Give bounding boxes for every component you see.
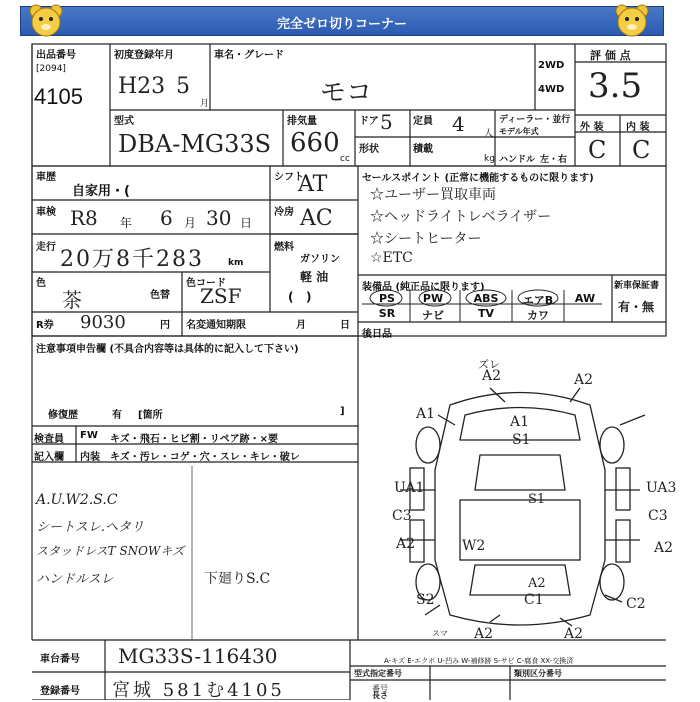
notes-label: 注意事項申告欄 (不具合内容等は具体的に記入して下さい): [36, 344, 299, 355]
usage-value: 自家用・(: [72, 184, 130, 199]
score-value: 3.5: [588, 66, 643, 106]
shape-label: 形状: [359, 144, 379, 155]
damage-mark: UA1: [394, 480, 425, 496]
chassis-number: MG33S-116430: [118, 644, 278, 668]
dealer-label: ディーラー・並行: [499, 115, 571, 125]
car-name-label: 車名・グレード: [214, 50, 284, 61]
entry-label: 記入欄: [34, 452, 64, 463]
inspection-month-unit: 月: [184, 216, 197, 230]
model-year-label: モデル年式: [499, 127, 539, 136]
mileage-unit: km: [228, 258, 244, 268]
inspection-day-unit: 日: [240, 216, 253, 230]
equipment-aw: AW: [574, 292, 596, 305]
equipment-grid: [362, 288, 612, 322]
lot-number: 4105: [34, 84, 83, 109]
score-label: 評 価 点: [590, 49, 631, 62]
banner-title: 完全ゼロ切りコーナー: [276, 17, 407, 32]
interior-label: 内 装: [626, 122, 650, 133]
damage-mark: A2: [396, 536, 416, 552]
repair-label: 修復歴: [48, 410, 78, 421]
sales-point: ☆ヘッドライトレベライザー: [370, 209, 552, 225]
handwritten-note: スタッドレスT SNOWキズ: [36, 544, 185, 558]
recycle-value: 9030: [80, 312, 126, 333]
inspection-label: 車検: [36, 207, 56, 218]
color-code-label: 色コード: [186, 278, 226, 289]
shift-value: AT: [298, 172, 328, 197]
inspector-fw-items: キズ・飛石・ヒビ割・リペア跡・×要: [110, 434, 278, 445]
name-change-month: 月: [296, 320, 306, 331]
entry-interior-items: キズ・汚レ・コゲ・穴・スレ・キレ・破レ: [110, 452, 300, 463]
repair-close: ]: [340, 406, 345, 417]
damage-mark: S1: [528, 492, 546, 507]
color-label: 色: [36, 278, 46, 289]
drive-2wd: 2WD: [538, 60, 565, 71]
sales-point: ☆ユーザー買取車両: [370, 187, 496, 203]
displacement-label: 排気量: [287, 116, 317, 127]
doors-value: 5: [380, 110, 393, 134]
sales-label: セールスポイント (正常に機能するものに限ります): [362, 173, 594, 184]
handwritten-note: ハンドルスレ: [36, 572, 114, 587]
registration-label: 登録番号: [40, 686, 80, 697]
color-shade-label: 色替: [150, 290, 170, 301]
damage-mark: C2: [626, 596, 646, 612]
name-change-day: 日: [340, 320, 350, 331]
bottom-box-model-id: 類別区分番号: [514, 669, 562, 678]
damage-mark: A2: [474, 626, 494, 642]
first-reg-label: 初度登録年月: [114, 50, 174, 61]
chassis-label: 車台番号: [40, 654, 80, 665]
doors-label: ドア: [359, 116, 379, 127]
equipment-leather: カワ: [527, 309, 549, 322]
bottom-box-title: 型式指定番号: [354, 669, 402, 678]
sales-point: ☆ETC: [370, 250, 413, 266]
first-reg-year: H23: [118, 74, 166, 99]
damage-mark: C3: [392, 508, 412, 524]
lot-label: 出品番号: [36, 50, 76, 61]
load-label: 積載: [413, 144, 433, 155]
damage-mark: A1: [510, 414, 530, 430]
damage-mark: UA3: [646, 480, 677, 496]
drive-4wd: 4WD: [538, 84, 565, 95]
shift-label: シフト: [274, 172, 304, 183]
inspection-day: 30: [206, 206, 232, 230]
color-code: ZSF: [200, 284, 242, 308]
handle-label: ハンドル: [499, 155, 536, 165]
damage-mark: S2: [416, 592, 435, 608]
notes-lines: [32, 462, 358, 640]
equipment-ps: PS: [379, 292, 395, 305]
equipment-navi: ナビ: [422, 309, 444, 322]
interior-grade: C: [632, 136, 651, 164]
mileage-value: 20万8千283: [60, 247, 204, 272]
displacement-value: 660: [290, 128, 340, 158]
fuel-label: 燃料: [274, 242, 294, 253]
color-value: 茶: [62, 288, 82, 312]
displacement-unit: cc: [340, 154, 350, 164]
repair-location: [箇所: [138, 410, 163, 421]
handwritten-note: A.U.W2.S.C: [36, 492, 118, 508]
repair-value: 有: [112, 410, 122, 421]
inspection-month: 6: [160, 206, 173, 230]
damage-mark: A1: [416, 406, 436, 422]
damage-mark: A2: [564, 626, 584, 642]
entry-interior: 内装: [80, 452, 100, 463]
damage-mark: ズレ: [478, 358, 500, 371]
fuel-diesel: 軽 油: [300, 270, 329, 284]
equipment-tv: TV: [477, 307, 495, 320]
handle-options: 左・右: [540, 155, 568, 165]
warranty-label: 新車保証書: [614, 281, 660, 291]
usage-label: 車歴: [36, 172, 56, 183]
bottom-box-sub: 番号: [372, 684, 388, 693]
exterior-grade: C: [588, 136, 607, 164]
lot-sub: [2094]: [36, 64, 66, 74]
damage-mark: A2: [528, 576, 546, 591]
fuel-gas: ガソリン: [300, 254, 340, 265]
equipment-pw: PW: [422, 292, 444, 305]
damage-mark: W2: [462, 538, 486, 554]
damage-mark: スマ: [432, 629, 448, 638]
first-reg-month: 5: [176, 74, 190, 99]
ac-value: AC: [300, 206, 333, 231]
damage-mark: A2: [574, 372, 594, 388]
damage-mark: A2: [482, 368, 502, 384]
capacity-value: 4: [452, 112, 465, 136]
fuel-other: ( ): [288, 290, 312, 304]
inspection-era: R8: [70, 206, 98, 230]
rear-seat-label: 後日品: [362, 329, 392, 340]
damage-mark: A2: [654, 540, 674, 556]
lower-note: 下廻りS.C: [204, 571, 271, 587]
capacity-unit: 人: [484, 129, 494, 139]
ac-label: 冷房: [274, 207, 294, 218]
bottom-box-length: 長さ: [372, 691, 388, 700]
warranty-value: 有・無: [618, 300, 655, 314]
inspector-label: 検査員: [34, 434, 64, 445]
first-reg-month-unit: 月: [200, 99, 210, 109]
car-name: モコ: [320, 78, 373, 108]
equipment-airbag: エアB: [522, 294, 554, 307]
registration-number: 宮城 581む4105: [112, 680, 285, 701]
mileage-label: 走行: [36, 242, 56, 253]
handwritten-note: シートスレ.ヘタリ: [36, 520, 145, 535]
exterior-label: 外 装: [580, 122, 604, 133]
damage-mark: S1: [512, 432, 531, 448]
model-label: 型式: [114, 116, 134, 127]
equipment-abs: ABS: [473, 292, 499, 305]
model-code: DBA-MG33S: [118, 130, 272, 158]
equipment-sr: SR: [378, 307, 396, 320]
damage-legend: A-キズ E-エクボ U-凹み W-補修跡 S-サビ C-腐食 XX-交換済: [384, 657, 574, 665]
inspection-year-unit: 年: [120, 216, 133, 230]
capacity-label: 定員: [413, 116, 433, 127]
load-unit: kg: [484, 154, 495, 164]
equipment-label: 装備品 (純正品に限ります): [362, 282, 485, 293]
damage-mark: C3: [648, 508, 668, 524]
name-change-label: 名変通知期限: [186, 320, 246, 331]
inspector-fw: FW: [80, 430, 98, 441]
recycle-unit: 円: [160, 320, 170, 331]
damage-mark: C1: [524, 592, 544, 608]
sales-point: ☆シートヒーター: [370, 231, 482, 247]
recycle-label: R券: [36, 320, 54, 331]
